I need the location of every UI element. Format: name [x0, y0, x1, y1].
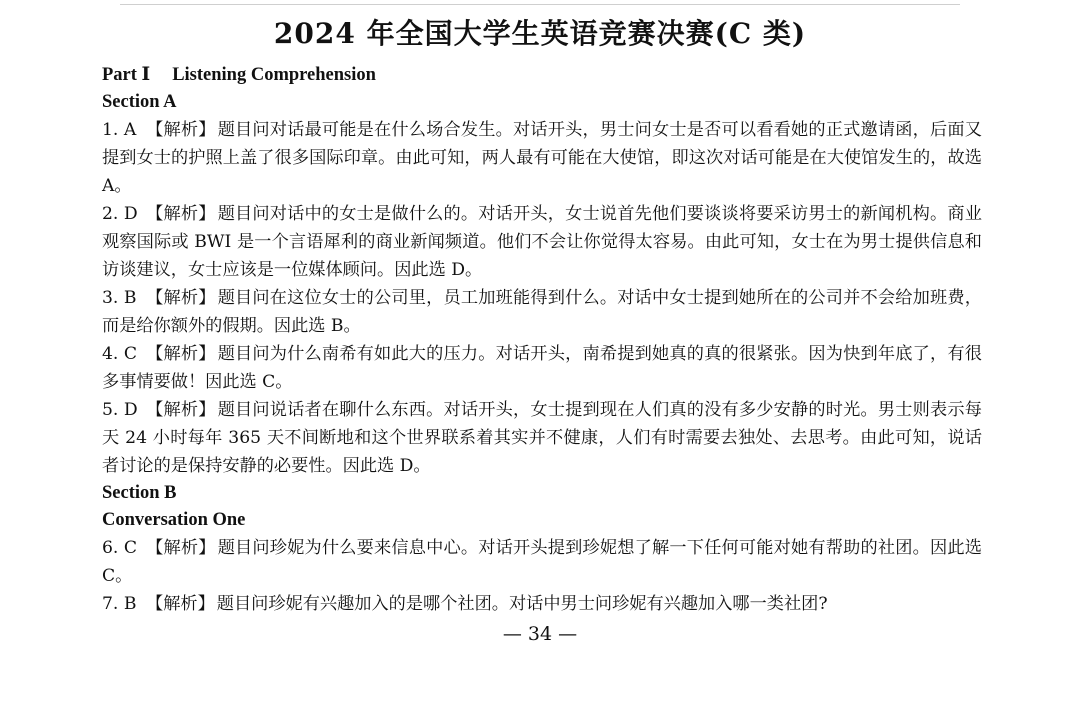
conversation-one-heading: Conversation One	[102, 510, 246, 530]
answer-content	[102, 62, 982, 618]
answer-item-5: 5. D 【解析】 题目问说话者在聊什么东西。对话开头，女士提到现在人们真的没有多少安静的时光。男士则表示每天 24 小时每年 365 天不间断地和这个世界联系着其实并不健康，人们有时需要去独处、去思考。由此可知，说话者讨论的是保持安静的必要性。因此选 D。	[102, 400, 982, 476]
answer-item-1: 1. A 【解析】 题目问对话最可能是在什么场合发生。对话开头，男士问女士是否可以看看她的正式邀请函，后面又提到女士的护照上盖了很多国际印章。由此可知，两人最有可能在大使馆，即这次对话可能是在大使馆发生的，故选 A。	[102, 120, 982, 196]
part-heading	[102, 62, 982, 89]
answer-item-4: 4. C 【解析】 题目问为什么南希有如此大的压力。对话开头，南希提到她真的真的很紧张。因为快到年底了，有很多事情要做！因此选 C。	[102, 344, 982, 392]
answer-item-6: 6. C 【解析】 题目问珍妮为什么要来信息中心。对话开头提到珍妮想了解一下任何可能对她有帮助的社团。因此选 C。	[102, 538, 982, 586]
part-label: Part Ⅰ	[102, 65, 151, 85]
answer-item-7: 7. B 【解析】 题目问珍妮有兴趣加入的是哪个社团。对话中男士问珍妮有兴趣加入哪一类社团?	[102, 594, 828, 614]
section-b-heading: Section B	[102, 483, 177, 503]
section-a-heading: Section A	[102, 92, 177, 112]
page-title: 2024 年全国大学生英语竞赛决赛(C 类)	[273, 17, 807, 50]
answer-item-2: 2. D 【解析】 题目问对话中的女士是做什么的。对话开头，女士说首先他们要谈谈将要采访男士的新闻机构。商业观察国际或 BWI 是一个言语犀利的商业新闻频道。他们不会让你觉得太容易。由此可知，女士在为男士提供信息和访谈建议，女士应该是一位媒体顾问。因此选 D。	[102, 204, 982, 280]
answer-item-3: 3. B 【解析】 题目问在这位女士的公司里，员工加班能得到什么。对话中女士提到她所在的公司并不会给加班费，而是给你额外的假期。因此选 B。	[102, 288, 982, 336]
page-number: — 34 —	[502, 623, 578, 645]
top-rule	[120, 0, 960, 5]
part-name: Listening Comprehension	[172, 65, 376, 85]
